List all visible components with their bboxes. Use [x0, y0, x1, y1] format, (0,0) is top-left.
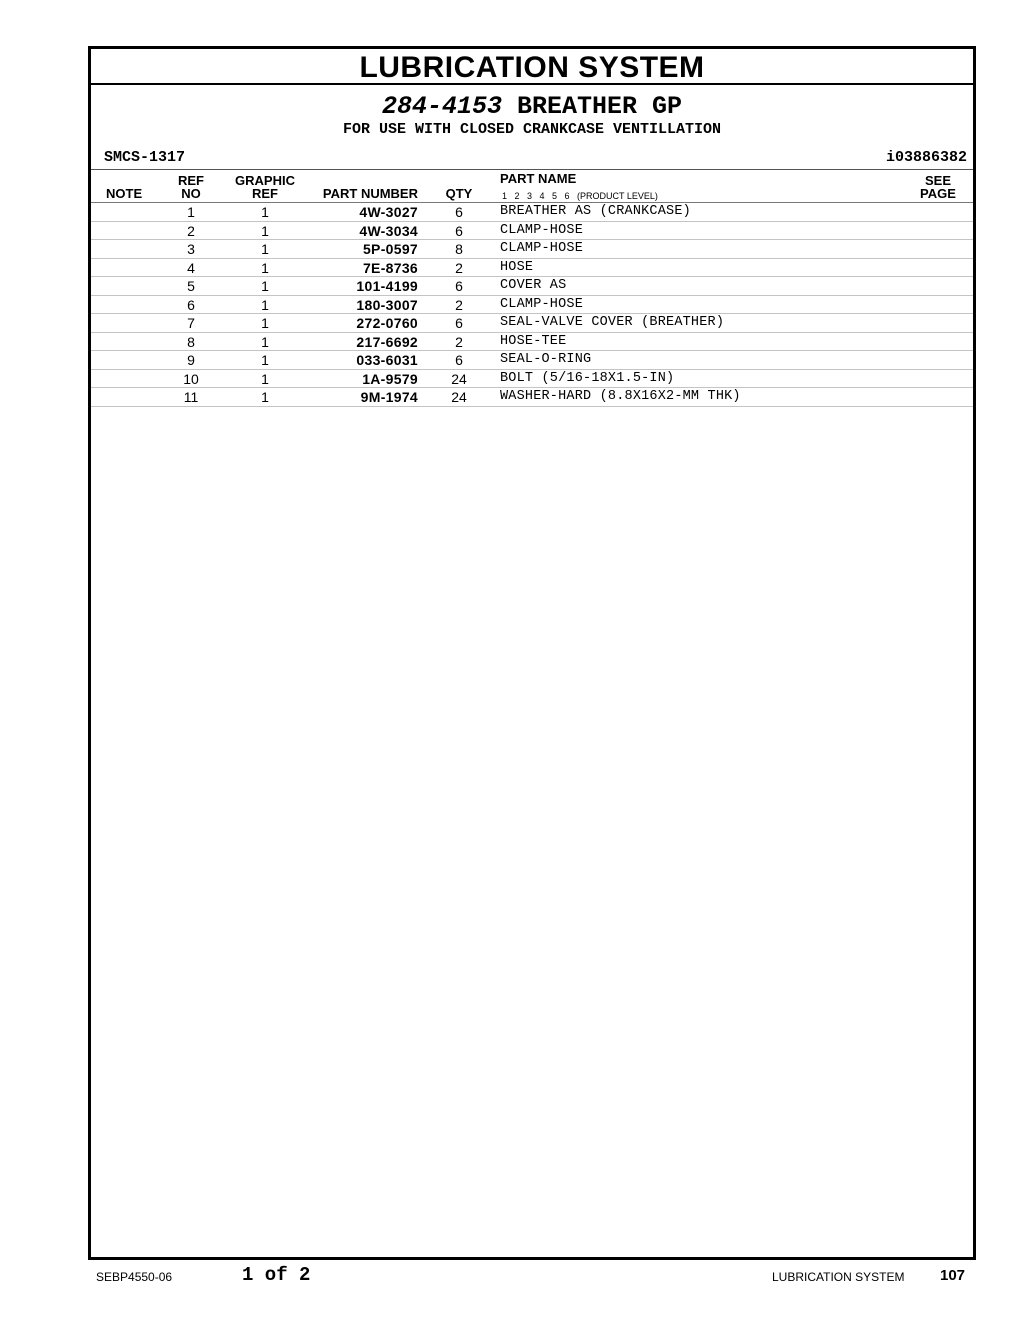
table-row — [91, 314, 973, 333]
qty: 6 — [455, 278, 463, 294]
table-row — [91, 259, 973, 278]
col-part-name: PART NAME — [500, 171, 577, 186]
graphic-ref: 1 — [261, 333, 269, 350]
graphic-ref: 1 — [261, 204, 269, 220]
qty: 24 — [451, 389, 467, 405]
col-ref-bottom: NO — [181, 186, 201, 201]
part-name: CLAMP-HOSE — [500, 222, 584, 238]
footer-section: LUBRICATION SYSTEM — [772, 1270, 905, 1284]
part-name: HOSE-TEE — [500, 333, 567, 349]
part-name: BREATHER AS (CRANKCASE) — [500, 204, 691, 219]
table-row — [91, 203, 973, 222]
graphic-ref: 1 — [261, 241, 269, 257]
qty: 2 — [455, 333, 463, 350]
part-name: SEAL-O-RING — [500, 352, 592, 367]
qty: 24 — [451, 370, 467, 387]
ref-no: 7 — [187, 315, 195, 331]
part-name: CLAMP-HOSE — [500, 241, 584, 256]
ref-no: 1 — [187, 204, 195, 220]
col-part-number: PART NUMBER — [322, 186, 418, 201]
group-name: BREATHER GP — [517, 92, 683, 121]
part-name: SEAL-VALVE COVER (BREATHER) — [500, 315, 725, 330]
ref-no: 5 — [187, 278, 195, 294]
part-number: 7E-8736 — [362, 259, 418, 276]
col-qty: QTY — [445, 186, 473, 201]
group-number: 284-4153 — [381, 92, 502, 121]
graphic-ref: 1 — [261, 352, 269, 368]
col-see-bottom: PAGE — [920, 186, 956, 201]
table-header — [91, 170, 973, 203]
part-number: 1A-9579 — [362, 370, 418, 387]
part-number: 4W-3034 — [359, 222, 418, 239]
ref-no: 4 — [187, 259, 195, 276]
part-number: 101-4199 — [356, 278, 418, 294]
table-row — [91, 370, 973, 389]
ref-no: 2 — [187, 222, 195, 239]
graphic-ref: 1 — [261, 222, 269, 239]
footer-page-number: 107 — [940, 1267, 966, 1284]
ref-no: 3 — [187, 241, 195, 257]
part-name: COVER AS — [500, 278, 567, 293]
graphic-ref: 1 — [261, 315, 269, 331]
ref-no: 9 — [187, 352, 195, 368]
col-graphic-bottom: REF — [252, 186, 278, 201]
smcs-code: SMCS-1317 — [104, 149, 186, 166]
col-graphic-top: GRAPHIC — [235, 173, 295, 188]
part-name: HOSE — [500, 259, 534, 275]
smcs-row — [91, 145, 973, 170]
col-see-top: SEE — [924, 173, 951, 188]
footer-page-of: 1 of 2 — [242, 1264, 311, 1286]
table-row — [91, 240, 973, 259]
footer-doc-id: SEBP4550-06 — [96, 1270, 173, 1284]
ref-no: 6 — [187, 296, 195, 313]
table-row — [91, 222, 973, 241]
graphic-ref: 1 — [261, 259, 269, 276]
table-row — [91, 296, 973, 315]
part-number: 9M-1974 — [360, 389, 418, 405]
qty: 2 — [455, 296, 463, 313]
ref-no: 10 — [183, 370, 199, 387]
section-title: LUBRICATION SYSTEM — [91, 49, 973, 85]
qty: 2 — [455, 259, 463, 276]
qty: 6 — [455, 222, 463, 239]
part-name: CLAMP-HOSE — [500, 296, 584, 312]
ref-no: 11 — [183, 389, 199, 405]
part-number: 5P-0597 — [362, 241, 418, 257]
table-row — [91, 351, 973, 370]
page-footer — [0, 1262, 1020, 1292]
parts-table-body — [91, 203, 973, 407]
illustration-id: i03886382 — [885, 149, 967, 166]
graphic-ref: 1 — [261, 389, 269, 405]
qty: 6 — [455, 315, 463, 331]
part-number: 4W-3027 — [359, 204, 418, 220]
col-ref-top: REF — [178, 173, 204, 188]
part-name: WASHER-HARD (8.8X16X2-MM THK) — [500, 389, 741, 404]
part-number: 272-0760 — [356, 315, 418, 331]
qty: 6 — [455, 352, 463, 368]
ref-no: 8 — [187, 333, 195, 350]
group-title — [91, 93, 973, 121]
table-row — [91, 388, 973, 407]
col-product-level: 1 2 3 4 5 6 (PRODUCT LEVEL) — [502, 191, 658, 201]
parts-page-frame — [88, 46, 976, 1260]
graphic-ref: 1 — [261, 370, 269, 387]
graphic-ref: 1 — [261, 278, 269, 294]
qty: 6 — [455, 204, 463, 220]
graphic-ref: 1 — [261, 296, 269, 313]
table-row — [91, 333, 973, 352]
table-row — [91, 277, 973, 296]
part-number: 217-6692 — [356, 333, 418, 350]
group-subtitle: FOR USE WITH CLOSED CRANKCASE VENTILLATION — [342, 121, 722, 138]
col-note: NOTE — [106, 186, 143, 201]
part-name: BOLT (5/16-18X1.5-IN) — [500, 370, 675, 386]
part-number: 033-6031 — [356, 352, 418, 368]
part-number: 180-3007 — [356, 296, 418, 313]
qty: 8 — [455, 241, 463, 257]
